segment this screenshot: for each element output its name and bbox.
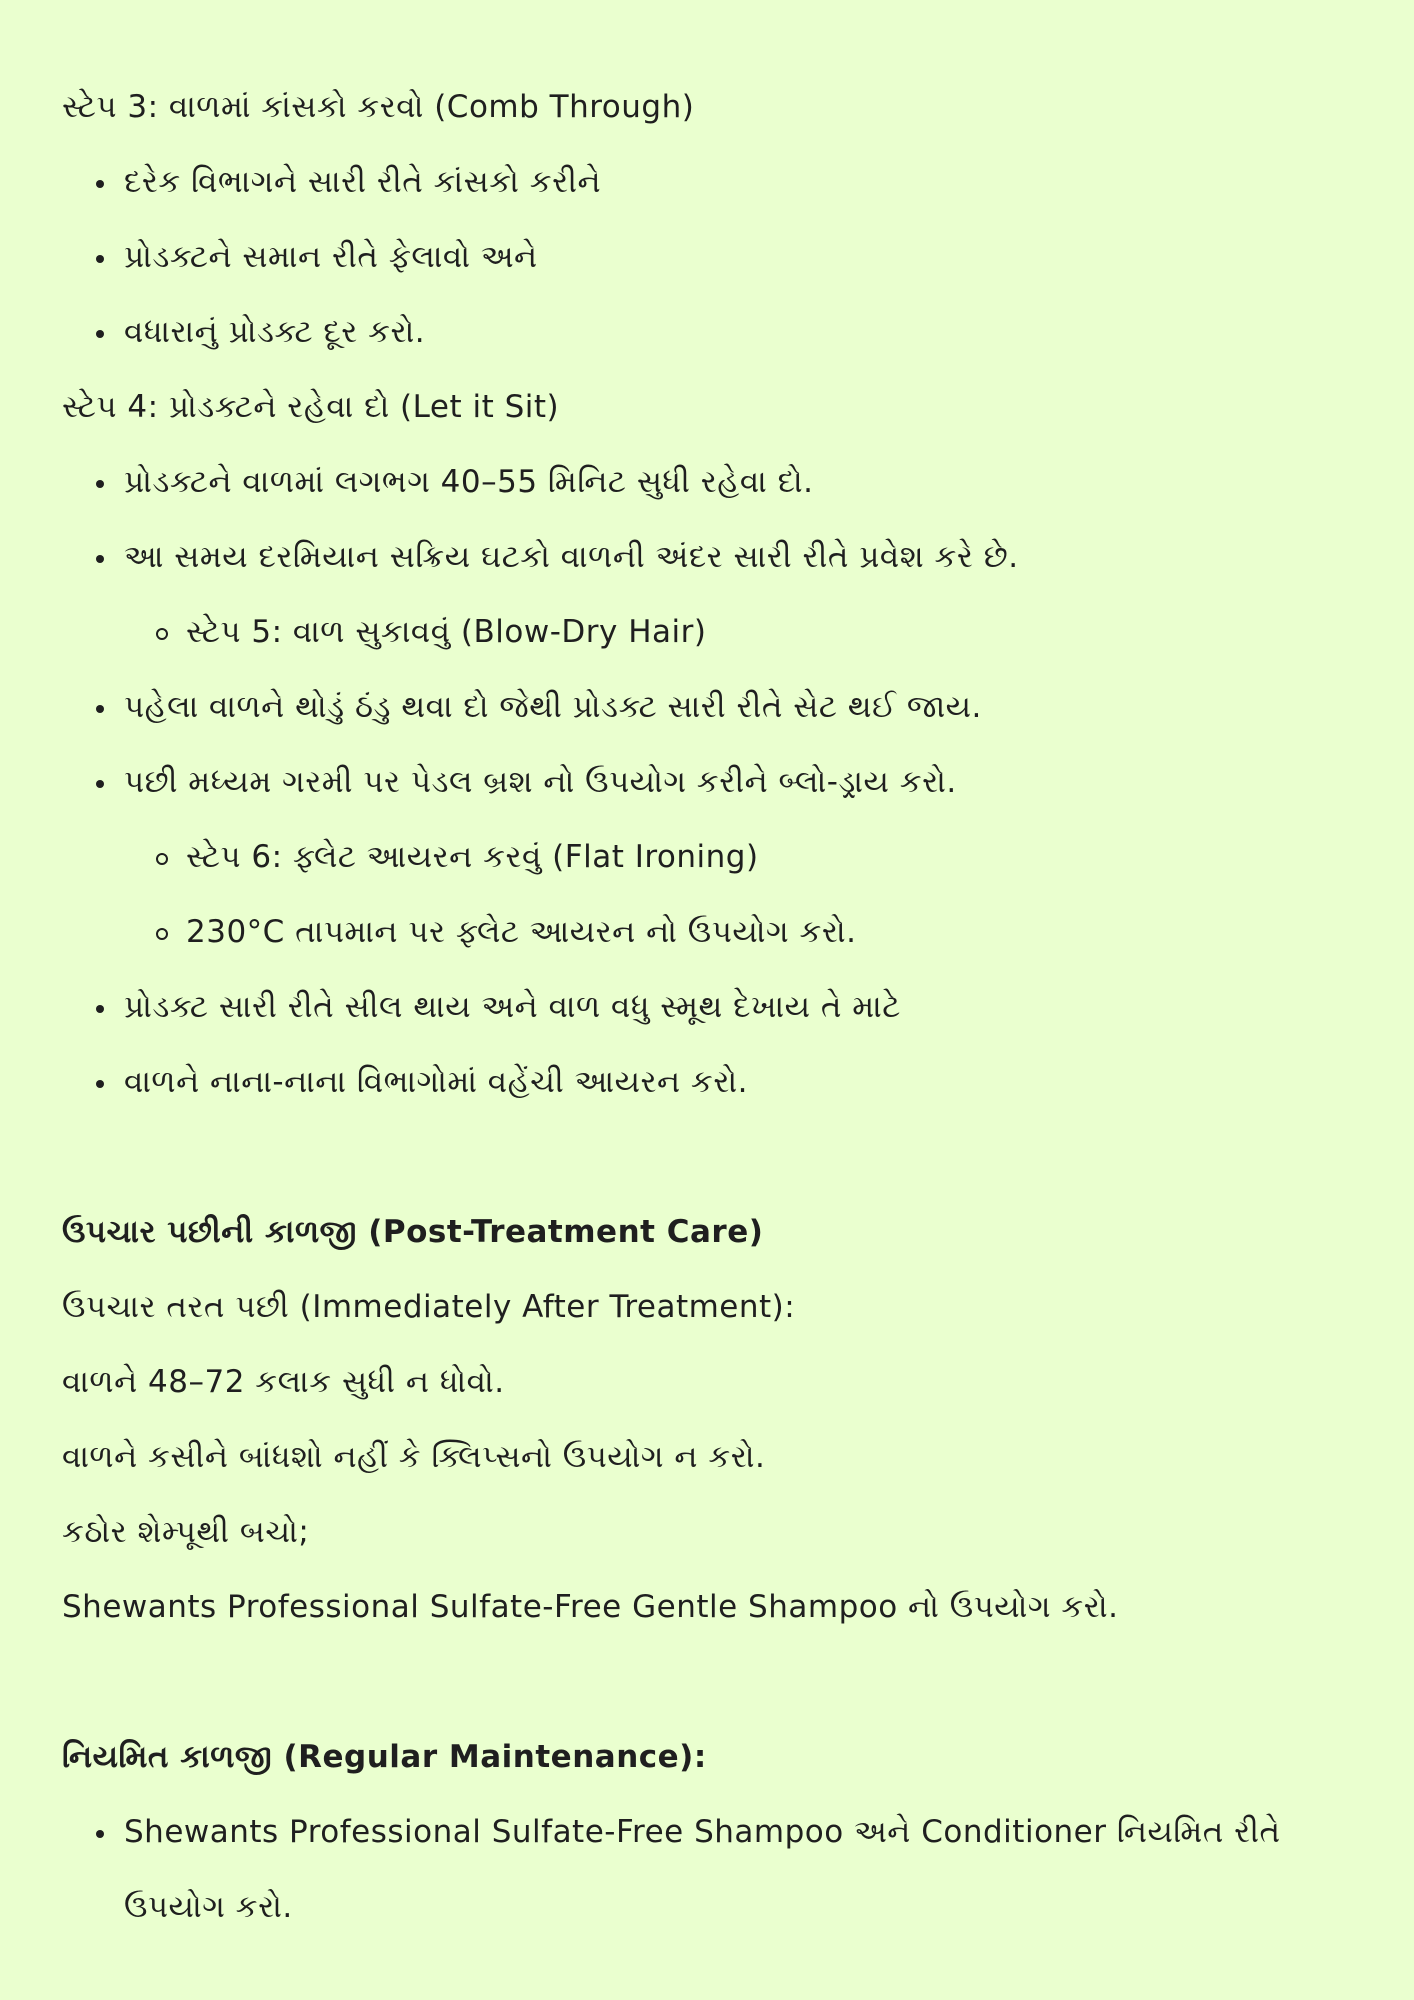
step5-heading: સ્ટેપ 5: વાળ સુકાવવું (Blow-Dry Hair) — [62, 595, 1352, 670]
maintenance-title: નિયમિત કાળજી (Regular Maintenance): — [62, 1739, 707, 1775]
list-item: આ સમય દરમિયાન સક્રિય ઘટકો વાળની અંદર સારી રીતે પ્રવેશ કરે છે. — [62, 520, 1352, 595]
step3-heading: સ્ટેપ 3: વાળમાં કાંસકો કરવો (Comb Through) — [62, 89, 695, 125]
step4-list — [62, 445, 1352, 1120]
post-care-line: વાળને કસીને બાંધશો નહીં કે ક્લિપ્સનો ઉપયોગ ન કરો. — [62, 1439, 766, 1475]
step6-heading: સ્ટેપ 6: ફ્લેટ આયરન કરવું (Flat Ironing) — [62, 820, 1352, 895]
spacer — [62, 1645, 1352, 1720]
list-item: પ્રોડક્ટ સારી રીતે સીલ થાય અને વાળ વધુ સ્મૂથ દેખાય તે માટે — [62, 970, 1352, 1045]
list-item: પછી મધ્યમ ગરમી પર પેડલ બ્રશ નો ઉપયોગ કરીને બ્લો-ડ્રાય કરો. — [62, 745, 1352, 820]
list-item: વધારાનું પ્રોડક્ટ દૂર કરો. — [62, 295, 1352, 370]
maintenance-list — [62, 1795, 1352, 1945]
list-item: દરેક વિભાગને સારી રીતે કાંસકો કરીને — [62, 145, 1352, 220]
list-item: પ્રોડક્ટને વાળમાં લગભગ 40–55 મિનિટ સુધી રહેવા દો. — [62, 445, 1352, 520]
list-item: 230°C તાપમાન પર ફ્લેટ આયરન નો ઉપયોગ કરો. — [62, 895, 1352, 970]
step3-list — [62, 145, 1352, 370]
post-care-line: વાળને 48–72 કલાક સુધી ન ધોવો. — [62, 1364, 505, 1400]
step4-heading: સ્ટેપ 4: પ્રોડક્ટને રહેવા દો (Let it Sit) — [62, 389, 560, 425]
list-item: Shewants Professional Sulfate-Free Shampoo અને Conditioner નિયમિત રીતે ઉપયોગ કરો. — [62, 1795, 1352, 1945]
spacer — [62, 1120, 1352, 1195]
post-care-line: કઠોર શેમ્પૂથી બચો; — [62, 1514, 310, 1550]
list-item: વાળને નાના-નાના વિભાગોમાં વહેંચી આયરન કરો. — [62, 1045, 1352, 1120]
post-care-title: ઉપચાર પછીની કાળજી (Post-Treatment Care) — [62, 1214, 764, 1250]
post-care-subtitle: ઉપચાર તરત પછી (Immediately After Treatment): — [62, 1289, 796, 1325]
post-care-line: Shewants Professional Sulfate-Free Gentle Shampoo નો ઉપયોગ કરો. — [62, 1589, 1119, 1625]
list-item: પ્રોડક્ટને સમાન રીતે ફેલાવો અને — [62, 220, 1352, 295]
list-item: પહેલા વાળને થોડું ઠંડુ થવા દો જેથી પ્રોડક્ટ સારી રીતે સેટ થઈ જાય. — [62, 670, 1352, 745]
